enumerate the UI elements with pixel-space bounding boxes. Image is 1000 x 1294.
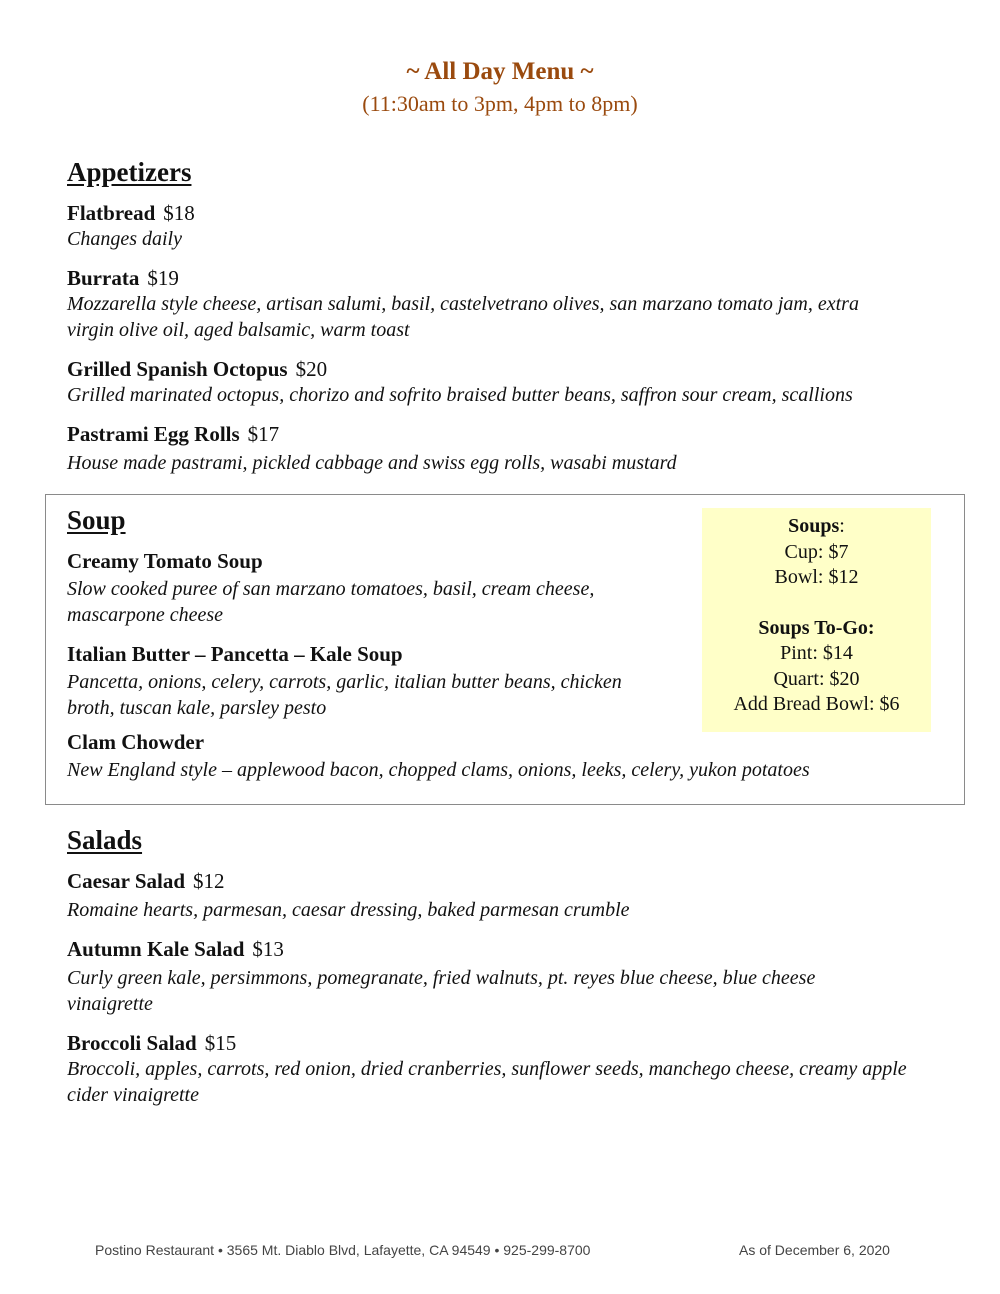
item-description: Pancetta, onions, celery, carrots, garlic, italian butter beans, chicken broth, tuscan kale, parsley pesto (67, 671, 622, 719)
item-name: Clam Chowder (67, 730, 205, 754)
menu-title: ~ All Day Menu ~ (406, 58, 594, 85)
item-name: Burrata (67, 266, 140, 290)
appetizers-section (67, 157, 947, 476)
soup-price-box: Soups: Cup: $7 Bowl: $12 Soups To-Go: Pint: $14 Quart: $20 Add Bread Bowl: $6 (702, 508, 931, 732)
item-name: Flatbread (67, 201, 156, 225)
item-name: Autumn Kale Salad (67, 937, 245, 961)
soup-list (67, 505, 687, 721)
soup-section (45, 494, 965, 805)
item-description: New England style – applewood bacon, chopped clams, onions, leeks, celery, yukon potatoes (67, 759, 810, 781)
item-price: $20 (295, 357, 328, 381)
item-name: Italian Butter – Pancetta – Kale Soup (67, 642, 403, 666)
soup-heading: Soup (67, 505, 126, 535)
menu-item (67, 641, 687, 721)
soups-label: Soups (788, 515, 840, 537)
salads-heading: Salads (67, 825, 143, 855)
item-name: Creamy Tomato Soup (67, 549, 263, 573)
bread-bowl-price: Add Bread Bowl: $6 (733, 693, 900, 715)
item-price: $19 (147, 266, 179, 290)
cup-price: Cup: $7 (784, 540, 849, 563)
menu-item (67, 729, 947, 783)
menu-item (67, 1030, 947, 1108)
bowl-price: Bowl: $12 (774, 566, 859, 588)
item-description: Changes daily (67, 228, 182, 250)
quart-price: Quart: $20 (773, 667, 860, 690)
item-price: $13 (252, 937, 284, 961)
item-description: Mozzarella style cheese, artisan salumi, basil, castelvetrano olives, san marzano tomato jam, extra virgin olive oil, aged balsamic, warm toast (67, 293, 859, 341)
item-description: Slow cooked puree of san marzano tomatoes, basil, cream cheese, mascarpone cheese (67, 578, 595, 626)
item-description: Romaine hearts, parmesan, caesar dressing, baked parmesan crumble (67, 899, 630, 921)
appetizers-heading: Appetizers (67, 157, 192, 187)
item-price: $17 (247, 422, 280, 446)
item-description: House made pastrami, pickled cabbage and swiss egg rolls, wasabi mustard (67, 452, 677, 474)
item-description: Broccoli, apples, carrots, red onion, dried cranberries, sunflower seeds, manchego cheese, creamy apple cider vinaigrette (67, 1058, 907, 1106)
footer-date: As of December 6, 2020 (739, 1242, 890, 1258)
menu-item (67, 200, 947, 252)
menu-hours: (11:30am to 3pm, 4pm to 8pm) (362, 91, 638, 116)
item-name: Grilled Spanish Octopus (67, 357, 288, 381)
menu-item (67, 936, 947, 1017)
item-name: Broccoli Salad (67, 1031, 197, 1055)
item-description: Grilled marinated octopus, chorizo and sofrito braised butter beans, saffron sour cream, scallions (67, 384, 853, 406)
item-name: Pastrami Egg Rolls (67, 422, 240, 446)
menu-item (67, 356, 947, 408)
soups-to-go-label: Soups To-Go: (758, 616, 875, 639)
item-price: $12 (193, 869, 225, 893)
menu-item (67, 265, 947, 343)
item-price: $18 (163, 201, 195, 225)
menu-header (0, 55, 1000, 119)
menu-item (67, 421, 947, 476)
menu-item (67, 548, 687, 628)
item-name: Caesar Salad (67, 869, 186, 893)
salads-section (67, 825, 947, 1108)
menu-item (67, 868, 947, 923)
footer-address: Postino Restaurant • 3565 Mt. Diablo Blvd, Lafayette, CA 94549 • 925-299-8700 (95, 1242, 591, 1258)
pint-price: Pint: $14 (780, 642, 853, 664)
item-price: $15 (204, 1031, 237, 1055)
item-description: Curly green kale, persimmons, pomegranate, fried walnuts, pt. reyes blue cheese, blue cheese vinaigrette (67, 967, 816, 1015)
